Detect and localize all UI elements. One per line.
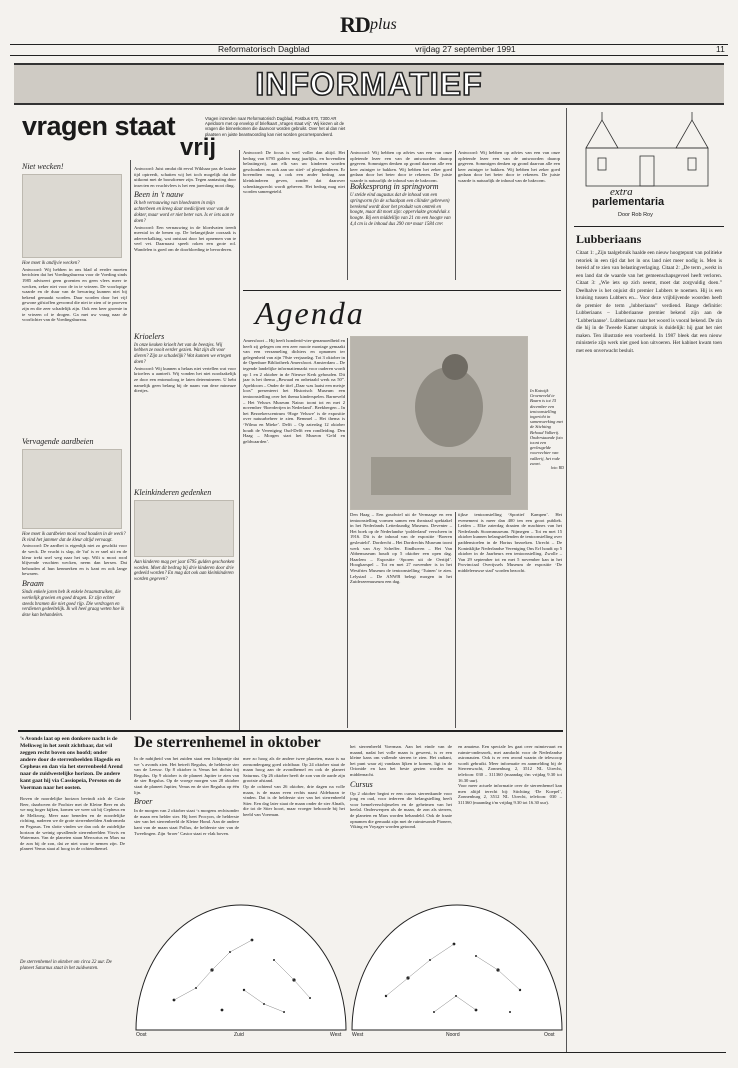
paper-name: Reformatorisch Dagblad bbox=[218, 44, 310, 54]
sterren-body-8: en amateur. Een speciale les gaat over ruimtevaart en ruimte-onderzoek, met aandacht voor de Nederlandse astronauten. Ook is er een avond waarin de telescoop wordt gebruikt. Meer informatie en aanmelding bij de Sterrenwacht, Zonnenburg 2, 3512 NL Utrecht, telefoon: 030 – 311360 (maandag t/m vrijdag 9.30 tot 16.30 uur). bbox=[458, 744, 562, 783]
compass-oost-1: Oost bbox=[136, 1032, 147, 1038]
question-kleinkinderen: Aan kinderen mag per jaar 6795 gulden geschonken worden. Moet dit bedrag bij drie kinderen door drie gedeeld worden? En mag dat ook aan kleinkinderen worden gegeven? bbox=[134, 559, 235, 583]
agenda-title: Agenda bbox=[255, 295, 365, 331]
sterren-map-caption: De sterrenhemel in oktober om circa 22 uur. De planeet Saturnus staat in het zuidwesten. bbox=[20, 960, 112, 971]
extra-heading: Lubberiaans bbox=[576, 232, 642, 246]
illustration-coins bbox=[134, 500, 234, 557]
sterren-body-3: In de morgen van 2 oktober staat ‘s morgens rechtsonder de maan een helder ster. Hij heet Procyon, de helderste ster van het sterrenbeeld de Kleine Hond. Aan de andere kant van de maan staat Pollux, de helderste ster van de Tweelingen. Zijn ‘broer’ Castor staat er vlak boven. bbox=[134, 808, 239, 836]
compass-west-2: West bbox=[352, 1032, 364, 1038]
answer-krioelers: Antwoord: Wij kunnen u helaas niet vertellen wat voor krioelers u aantreft. Wij vonden het niet noodzakelijk ze door een entomoloog te laten determineren. U hebt namelijk geen belang bij de naam van deze mineuze diertjes. bbox=[134, 365, 236, 394]
divider-agenda-1 bbox=[347, 338, 348, 728]
heading-braam: Braam bbox=[22, 578, 44, 588]
section-title: INFORMATIEF bbox=[255, 66, 483, 102]
answer-been: Antwoord: Een vernauwing in de bloedvaten treedt meestal in de benen op. De belangrijkste oorzaak is aderverkalking, wat ontstaat door het opnemen van te veel vet. Daarnaast speelt roken een grote rol. Wandelen is goed om de doorbloeding te bevorderen. bbox=[134, 224, 236, 252]
divider-agenda-2 bbox=[455, 512, 456, 728]
vragen-col2 bbox=[134, 166, 236, 726]
agenda-text-1: Amersfoort – Hij heeft hondertd-vier-genamoedheid en heeft zij gelegen om een zeer mooie montage gemaakt van een verzameling dichters en opnamen ter gelegenheid van zijn 70ste verjaardag. Tot 3 oktober in de Openbare Bibliotheek Amersfoort. Amsterdam – De tegende landelijke informatiemarkt voor ouderen wordt op 1 en 2 oktober in de Nieuwe Kerk gehouden. Dit jaar is het thema „Bewaad en onbetaald werk na 50”. Apeldoorn – Onder de titel „Daar was laatst een meisje loos” presenteert het Historisch Museum een tentoonstelling over het thema kinderspelen. Barneveld – Het Veluws Museum Nairac toont tot en met 2 november ‘Boerderijen in Nederland’. Beekbergen – In het Bezoekerscentrum ‘Hoge Veluwe’ is de expositie over natuurbeheer te zien. Bemmel – Het thema is ‘Wilma en Mieke’. Delft – Op zaterdag 12 oktober houdt de Vereniging Oud-Delft een rondleiding. Den Haag – Morgen start het Museon ‘Geld en geldwaarden’. bbox=[243, 338, 345, 444]
compass-oost-2: Oost bbox=[544, 1032, 555, 1038]
section-banner bbox=[14, 63, 724, 105]
photo-credit: foto: RD bbox=[550, 466, 564, 471]
answer-springvorm: Antwoord: Wij hebben op advies van een van onze opletende lezer een van de antwoorden daarop gegeven. Sommigen denken op grond daarvan alle een keer zuiniger te bakken. Wij hebben het zeker goed gedaan door het beter door te rekenen. De juiste waarde is natuurlijk de inhoud van de bakvorm. bbox=[458, 150, 560, 183]
agenda-text-2: Den Haag – Een goudwiel uit de Vermaage en een tentoonstelling vormen samen een theatraal spektakel in het Nederlands Letterkundig Museum. Deventer – Het boek op de Nederlandse ‘polderland’ verscheen in 1916. Dit is de inhoud van de expositie ‘Boeren gesleuteld’. Dordrecht – Het Dordrechts Museum toont werk van Ary Scheffer. Eindhoven – Het Van Abbemuseum houdt op 5 oktober een open dag. Haarlem – Expositie ‘Sporen uit de Oertijd’. Hoogkarspel – Tot en met 27 november is in het Westfries Museum de tentoonstelling ‘Tuinen’ te zien. Lelystad – De ANWB belegt morgen in het Zuiderzeemuseum een dag. bbox=[350, 512, 452, 585]
vragen-col1 bbox=[22, 160, 127, 720]
page-number: 11 bbox=[716, 44, 725, 54]
bottom-rule bbox=[14, 1052, 726, 1053]
answer-aardbeien: Antwoord: De aardbei is eigenlijk niet zo geschikt voor de weck. De vrucht is slap, de 'fut' is er snel uit en de kleur trekt snel weg naar het sap. Wilt u mooi rood blijvende vruchten wecken, neem dan kersen. Dat behouden al hun kenmerken en is kant en ook lange bewaren. bbox=[22, 543, 127, 577]
sterren-lead-col bbox=[20, 736, 125, 1042]
extra-column bbox=[576, 250, 722, 1045]
illustration-jar bbox=[22, 449, 122, 529]
compass-noord: Noord bbox=[446, 1032, 460, 1038]
divider-col-2 bbox=[239, 150, 240, 730]
heading-kleinkinderen: Kleinkinderen gedenken bbox=[134, 487, 212, 497]
sterren-col4 bbox=[350, 744, 452, 896]
heading-niet-wecken: Niet wecken! bbox=[22, 162, 64, 171]
heading-krioelers: Krioelers bbox=[134, 331, 165, 341]
sidebar-illustration bbox=[582, 110, 712, 190]
masthead-logo bbox=[340, 14, 420, 36]
heading-cursus: Cursus bbox=[350, 779, 373, 789]
star-map-east bbox=[350, 900, 564, 1040]
masthead bbox=[10, 14, 728, 58]
logo-script: plus bbox=[370, 16, 397, 33]
extra-byline: Door Rob Roy bbox=[618, 212, 653, 218]
heading-aardbeien: Vervagende aardbeien bbox=[22, 436, 94, 446]
sterren-body-6: het sterrenbeeld Voerman. Aan het einde van de maand, nadat het volle maan is geweest, is er een kleine kans om vallende sterren te zien. Het radiant, het punt waar zij vandaan lijken te komen, ligt in de Orionide en kan het beste gezien worden na middernacht. bbox=[350, 744, 452, 777]
agenda-col2 bbox=[350, 512, 452, 728]
building-sketch bbox=[582, 110, 712, 190]
extra-rule bbox=[574, 226, 724, 227]
question-been: Ik heb vernauwing van bloedvaten in mijn achterbeen en kreeg daar medicijnen voor van de dokter, maar word er niet beter van. Is er iets aan te doen? bbox=[134, 201, 234, 224]
question-springvorm: U stelde eind augustus dat de inhoud van een springvorm (in de schaalpan een cilinder gebreven) berekend wordt door het produkt van omtrek en hoogte, maar dit moet zijn: oppervlakte grondvlak x hoogte. Bij een middellijn van 21 cm een hoogte van 4,4 cm is de inhoud dus 290 cm³ maar 1584 cm³. bbox=[350, 193, 451, 227]
agenda-text-3: tijkse tentoonstelling ‘Sportief Kampen’. Het evenement is meer dan 400 ten een groot publiek. Leiden – Elke zaterdag draaien de machines van het Nederlands Stoommuseum. Nijmegen – Tot en met 15 oktober kunnen belangstellenden de tentoonstelling over paddenstoelen in de Hortus bezoeken. Utrecht – De Koninklijke Nederlandse Vereniging Ons Erf houdt op 5 oktober in de Jaarbeurs een tentoonstelling. Zwolle – Van 29 september tot en met 5 november kan in het Provinciaal Overijssels Museum de expositie ‘De middeleeuwse stad’ worden bezocht. bbox=[458, 512, 562, 573]
photo-caption-text: In Katwijk Groeneveld te Baarn is tot 15 december een tentoonstelling ingericht in samenwerking met de Stichting Behoud Valkerij. Onderstaande foto toont een gevleugelde voorvechter van valkerij, het rode zwart. bbox=[530, 388, 563, 466]
extra-body: Citaat 1: „Zijn taalgebruik haalde een nieuw hoogtepunt van politieke retoriek in een tijd dat het in ons land niet meer nodig is. Men is bereid af te zien van belastingverlaging. Citaat 2: „De term „werkt in een land dat de waarde van het gemeenschapsgevoel heeft verloren. Citaat 3: „Wie iets op zich neemt, moet dat zorgvuldig doen.” Deelhalve is het onjuist dit premier Lubbers te noemen. Hij is een kruising tussen Lubbers en... Voor deze vrijblijvende woorden heeft de premier de term „lubberiaans” verdiend. Bange definitie: Lubberiaans – Lubberiaanse premier bekend zijn aan de ‘Lubberiaanse’. Lubberiaans maar het woord is vooral bekend. De zin die hij in de Tweede Kamer uitsprak is duidelijk: hij gaat het niet maken. Ten illustratie een voorbeeld. In 1987 bleek dat een nieuw ministerie zijn werk niet goed kon uitvoeren. Het kabinet kwam toen met een onverwacht besluit. bbox=[576, 250, 722, 354]
star-map-east-graphic bbox=[350, 900, 564, 1032]
answer-andijvie: Antwoord: Wij hebben in ons blad al eerder moeten berichten dat het Voedingsbureau voor de Voeding sinds 1985 adviseert geen groenten en geen vlees meer te wecken, zeker niet voor de in te vriezen. De voorlopige waarde en de duur van de bewaring kunnen niet bij bekend gemaakt worden. Daar worden door het vijf gewone gifstoffen gevormd die niet te zien of te proeven zijn en die zeer schadelijk zijn. Ook een keer groente in te vriezen of te drogen. Ga met uw vraag naar de voorlichter van de Voedingsbureau. bbox=[22, 266, 127, 323]
sterren-body-7: Op 2 oktober begint er een cursus sterrenkunde voor jong en oud, voor iedereen die belangstelling heeft voor hemelverschijnselen en de geheimen van het heelal. Onderwerpen als de maan, de zon als sterren, de planeten en Mars worden behandeld. Ook de fraaie opnamen die gemaakt zijn met de ruimtesonde Pioneer, Viking en Voyager worden getoond. bbox=[350, 790, 452, 830]
heading-springvorm: Bokkesprong in springvorm bbox=[350, 182, 439, 191]
issue-date: vrijdag 27 september 1991 bbox=[415, 44, 516, 54]
heading-been: Been in 't nauw bbox=[134, 190, 184, 200]
sterren-body-5: Op de ochtend van 26 oktober, drie dagen na volle maan, is de maan even rechts naast Aldebaran te vinden. Dat is de helderste ster van het sterrenbeeld Stier. Een dag later staat de maan onder de ster Alnath, die tot de Stier hoort, maar vroeger behoorde bij het beeld van Voerman. bbox=[243, 783, 345, 817]
photo-valk bbox=[350, 336, 528, 510]
star-map-west-graphic bbox=[134, 900, 348, 1032]
star-map-west bbox=[134, 900, 348, 1040]
sterren-body-2: In de nabijheid van het zuiden staat een lichtpuntje dat we ’s avonds zien. Het betreft Regulus, de helderste ster van de Leeuw. Op 8 oktober is Venus het dichtst bij Regulus. Op 9 oktober is de planeet Jupiter te zien van de ster Regulus. Op de vroege morgen van 28 oktober staat de planeet Jupiter, Venus en de ster Regulus op één lijn. bbox=[134, 756, 239, 795]
logo-letters: RD bbox=[340, 12, 370, 37]
sterren-col5 bbox=[458, 744, 562, 896]
answer-braam: Antwoord: Juist omdat dit eevol Wikhaar pas de laatste tijd optreedt, schatten wij het toch mogelijk dat die uitkomt met de boosdoener zijn. Tegen aantasting door insecten en vruchtvlees is het een jarenlang mooi ding. bbox=[134, 166, 236, 188]
sterren-col2 bbox=[134, 756, 239, 896]
compass-west-1: West bbox=[330, 1032, 342, 1038]
vragen-intro: Vragen inzenden naar Reformatorisch Dagblad, Postbus 670, 7300 AR Apeldoorn met op envelop of briefkaart „Vragen staat vrij”. Wij kiezen uit de vragen die binnenkomen die daarvoor worden gebruikt. Over het al dan niet plaatsen en juiste beantwoording kan niet worden gecorrespondeerd. bbox=[205, 116, 346, 137]
agenda-rule bbox=[243, 290, 561, 291]
extra-title: parlementaria bbox=[592, 196, 665, 208]
sterren-body-1: Boven de noordelijke horizon bevindt zich de Grote Beer, daarboven de Poolster met de Kleine Beer en als we nog hoger kijken, komen we weer uit bij Cepheus en de Melkweg. Meer naar beneden en de noordelijke richting, naderen we de grote sterrenbeelden Andromeda en Pegasus. Ten slotte vinden we dan ook de zuidelijke horizon de weinig opvallende sterrenbeelden Visvis en Waterman. Van de planeten staan Mercurius en Mars na de zon bij de zon, dat ze niet waar te nemen zijn. De planeet Venus staat al hoog in de ochtendhemel. bbox=[20, 796, 125, 852]
divider-col-1 bbox=[130, 160, 131, 720]
divider-col-3 bbox=[347, 150, 348, 280]
question-krioelers: In onze keuken krioelt het van de beestjes. Wij hebben ze nooit eerder gezien. Wat zijn dit voor dieren? Zijn ze schadelijk? Wat kunnen we ertegen doen? bbox=[134, 342, 232, 365]
extra-label: extra bbox=[610, 186, 633, 198]
vragen-title-a: vragen staat bbox=[22, 111, 176, 141]
answer-springvorm-start: Antwoord: Wij hebben op advies van een van onze opletende lezer een van de antwoorden daarop gegeven. Sommigen denken op grond daarvan alle een keer zuiniger te bakken. Wij hebben het zeker goed gedaan door het beter door te rekenen. De juiste waarde is natuurlijk de inhoud van de bakvorm. bbox=[350, 150, 452, 183]
sterren-col3 bbox=[243, 756, 345, 896]
sterren-body-9: Voor meer actuele informatie over de sterrenhemel kan men altijd terecht bij: Stichting ‘De Koepel’, Zonnenburg 2, 3512 NL Utrecht, telefoon: 030 – 311360 (maandag t/m vrijdag 9.30 tot 16.30 uur). bbox=[458, 783, 562, 805]
sterren-lead: ’s Avonds laat op een donkere nacht is de Melkweg in het zenit zichtbaar, dat wil zeggen recht boven ons hoofd; onder andere door de sterrenbeelden Hagedis en Cepheus en dan via het sterrenbeeld Arend naar de zuidwestelijke horizon. De andere kant gaat hij via Cassiopeia, Perseus en de Voerman naar het oosten. bbox=[20, 736, 123, 791]
illustration-cook bbox=[22, 174, 122, 258]
sterren-rule bbox=[18, 730, 563, 732]
photo-valk-graphic bbox=[351, 337, 527, 509]
sterren-body-4: mee zo hoog als de andere twee planeten, maar is na zonsondergang goed zichtbaar. Op 24 oktober staat de maan hoog aan de avondhemel en ook de planeet Saturnus. Op 26 oktober heeft de zon van de aarde zijn grootste afstand. bbox=[243, 756, 345, 784]
masthead-bar bbox=[10, 44, 728, 56]
compass-zuid: Zuid bbox=[234, 1032, 244, 1038]
question-andijvie: Hoe moet ik andijvie wecken? bbox=[22, 261, 80, 266]
agenda-col3 bbox=[458, 512, 562, 728]
divider-sidebar bbox=[566, 108, 567, 1053]
divider-col-4 bbox=[455, 150, 456, 280]
vragen-title-b: vrij bbox=[180, 134, 217, 161]
question-braam: Sinds enkele jaren heb ik enkele braamstruiken, die werkelijk groeien en goed dragen. Er zijn echter steeds bramen die niet goed rijp. Die verdragen en verdienen gedeeltelijk. Ik wil heel graag weten hoe ik deze kan behandelen. bbox=[22, 589, 125, 619]
answer-kleinkinderen: Antwoord: De focus is veel voller dan altijd. Het bedrag van 6795 gulden mag jaarlijks, en bovendien belastingvrij, aan elk van uw kinderen worden geschonken en ook aan uw stief- of pleegkinderen. Er bovendien mag u ook een ander bedrag aan kleinkinderen geven, zonder dat daarover schenkingsrecht wordt geheven. Het bedrag mag niet worden samengeteld. bbox=[243, 150, 345, 195]
sterren-title: De sterrenhemel in oktober bbox=[134, 734, 321, 751]
photo-caption bbox=[530, 388, 564, 472]
question-aardbeien: Hoe moet ik aardbeien mooi rood houden in de weck? Ik vind het jammer dat de kleur altijd vervaagt. bbox=[22, 531, 126, 543]
heading-broer: Broer bbox=[134, 797, 153, 807]
agenda-col1 bbox=[243, 338, 345, 728]
